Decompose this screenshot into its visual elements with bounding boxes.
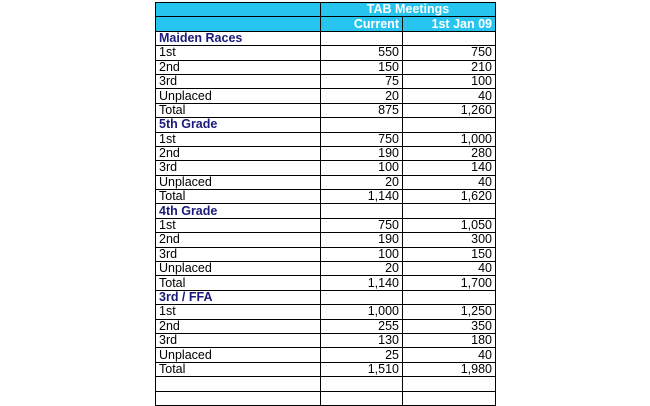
row-label: 2nd	[156, 146, 321, 160]
empty-cell	[156, 377, 321, 391]
header-blank-cell	[156, 17, 321, 31]
empty-cell	[321, 118, 403, 132]
section-row	[156, 290, 496, 304]
table-row	[156, 319, 496, 333]
table-row	[156, 74, 496, 88]
current-value: 100	[321, 247, 403, 261]
empty-cell	[403, 290, 496, 304]
empty-cell	[403, 204, 496, 218]
row-label: 1st	[156, 305, 321, 319]
empty-cell	[321, 290, 403, 304]
current-value: 130	[321, 333, 403, 347]
current-value: 25	[321, 348, 403, 362]
row-label: 2nd	[156, 60, 321, 74]
empty-cell	[403, 377, 496, 391]
current-value: 75	[321, 74, 403, 88]
blank-row	[156, 377, 496, 391]
jan-value: 1,260	[403, 103, 496, 117]
section-title: Maiden Races	[156, 31, 321, 45]
section-row	[156, 31, 496, 45]
current-value: 750	[321, 218, 403, 232]
current-value: 20	[321, 89, 403, 103]
current-value: 150	[321, 60, 403, 74]
current-value: 190	[321, 233, 403, 247]
table-row	[156, 262, 496, 276]
current-value: 1,140	[321, 276, 403, 290]
empty-cell	[321, 204, 403, 218]
column-header-jan: 1st Jan 09	[403, 17, 496, 31]
table-row	[156, 175, 496, 189]
empty-cell	[321, 31, 403, 45]
row-label: 3rd	[156, 161, 321, 175]
table-row	[156, 60, 496, 74]
table-row	[156, 333, 496, 347]
jan-value: 300	[403, 233, 496, 247]
row-label: 3rd	[156, 74, 321, 88]
jan-value: 1,250	[403, 305, 496, 319]
table-row	[156, 89, 496, 103]
table-row	[156, 103, 496, 117]
row-label: 2nd	[156, 319, 321, 333]
jan-value: 40	[403, 262, 496, 276]
jan-value: 180	[403, 333, 496, 347]
current-value: 100	[321, 161, 403, 175]
current-value: 1,140	[321, 190, 403, 204]
empty-cell	[403, 118, 496, 132]
jan-value: 140	[403, 161, 496, 175]
row-label: Total	[156, 103, 321, 117]
jan-value: 1,000	[403, 132, 496, 146]
row-label: 3rd	[156, 247, 321, 261]
section-row	[156, 118, 496, 132]
row-label: Unplaced	[156, 262, 321, 276]
current-value: 190	[321, 146, 403, 160]
empty-cell	[156, 391, 321, 405]
table-row	[156, 233, 496, 247]
table-row	[156, 218, 496, 232]
row-label: Total	[156, 276, 321, 290]
row-label: 3rd	[156, 333, 321, 347]
jan-value: 1,700	[403, 276, 496, 290]
current-value: 875	[321, 103, 403, 117]
table-row	[156, 362, 496, 376]
row-label: Total	[156, 190, 321, 204]
row-label: 1st	[156, 218, 321, 232]
jan-value: 150	[403, 247, 496, 261]
section-row	[156, 204, 496, 218]
header-row-title	[156, 3, 496, 17]
jan-value: 40	[403, 89, 496, 103]
table-row	[156, 276, 496, 290]
row-label: 1st	[156, 46, 321, 60]
table-row	[156, 46, 496, 60]
current-value: 1,000	[321, 305, 403, 319]
jan-value: 350	[403, 319, 496, 333]
current-value: 20	[321, 175, 403, 189]
table-title: TAB Meetings	[321, 3, 496, 17]
empty-cell	[321, 377, 403, 391]
table-row	[156, 190, 496, 204]
jan-value: 40	[403, 175, 496, 189]
section-title: 4th Grade	[156, 204, 321, 218]
table-row	[156, 247, 496, 261]
header-blank-cell	[156, 3, 321, 17]
table-row	[156, 305, 496, 319]
section-title: 3rd / FFA	[156, 290, 321, 304]
jan-value: 1,050	[403, 218, 496, 232]
current-value: 1,510	[321, 362, 403, 376]
current-value: 255	[321, 319, 403, 333]
jan-value: 1,980	[403, 362, 496, 376]
table-row	[156, 146, 496, 160]
current-value: 550	[321, 46, 403, 60]
tab-meetings-table	[155, 2, 496, 406]
table-row	[156, 348, 496, 362]
row-label: 1st	[156, 132, 321, 146]
jan-value: 210	[403, 60, 496, 74]
current-value: 20	[321, 262, 403, 276]
empty-cell	[321, 391, 403, 405]
empty-cell	[403, 31, 496, 45]
header-row-columns	[156, 17, 496, 31]
jan-value: 100	[403, 74, 496, 88]
column-header-current: Current	[321, 17, 403, 31]
jan-value: 750	[403, 46, 496, 60]
jan-value: 280	[403, 146, 496, 160]
blank-row	[156, 391, 496, 405]
table-row	[156, 132, 496, 146]
row-label: 2nd	[156, 233, 321, 247]
section-title: 5th Grade	[156, 118, 321, 132]
row-label: Unplaced	[156, 175, 321, 189]
row-label: Total	[156, 362, 321, 376]
jan-value: 1,620	[403, 190, 496, 204]
table-row	[156, 161, 496, 175]
row-label: Unplaced	[156, 89, 321, 103]
current-value: 750	[321, 132, 403, 146]
empty-cell	[403, 391, 496, 405]
jan-value: 40	[403, 348, 496, 362]
row-label: Unplaced	[156, 348, 321, 362]
